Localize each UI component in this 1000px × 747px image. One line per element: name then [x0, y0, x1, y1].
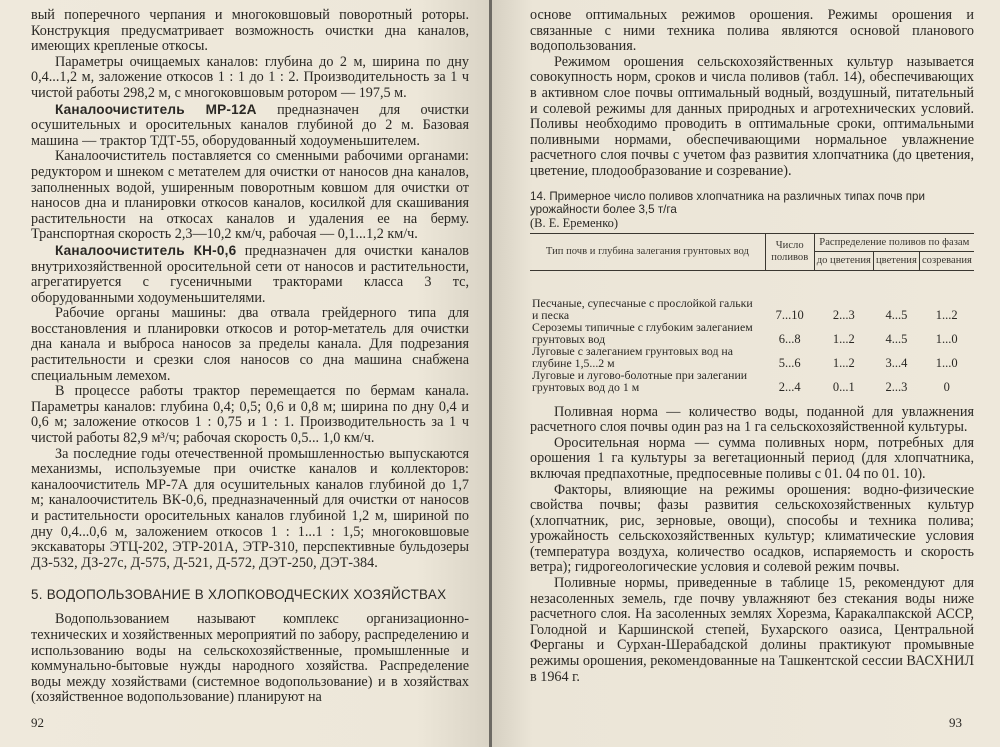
column-header-type: Тип почв и глубина залегания грунтовых вод — [530, 233, 765, 270]
bold-term: Каналоочиститель КН-0,6 — [55, 242, 237, 258]
paragraph: Рабочие органы машины: два отвала грейдерного типа для восстановления и планировки откосов и ротор-метатель для очистки дна канала и выброса наносов за пределы канала. Для подрезания растительности и срезки слоя наносов со дна машина снабжена специальным лемехом. — [31, 305, 469, 384]
bold-term: Каналоочиститель МР-12А — [55, 101, 257, 117]
paragraph: Параметры очищаемых каналов: глубина до 2 м, ширина по дну 0,4...1,2 м, заложение откосов 1 : 1 до 1 : 2. Производительность за 1 ч чистой работы 298,2 м, с многоковшовым ротором — 197,5 м. — [31, 53, 469, 101]
table-source: (В. Е. Еременко) — [530, 215, 619, 230]
left-page — [0, 0, 491, 747]
paragraph: вый поперечного черпания и многоковшовый поворотный роторы. Конструкция предусматривает возможность очистки дна каналов, имеющих крепленые откосы. — [31, 7, 469, 55]
page-number: 92 — [31, 715, 44, 730]
column-header-phase: до цветения — [814, 252, 873, 271]
column-header-phase: созревания — [919, 252, 974, 271]
table-row: Луговые с залеганием грунтовых вод на глубине 1,5...2 м 5...6 1...2 3...4 1...0 — [532, 343, 958, 370]
paragraph: Поливная норма — количество воды, поданной для увлажнения расчетного слоя почвы один раз на 1 га сельскохозяйственной культуры. — [530, 403, 974, 436]
paragraph: Каналоочиститель поставляется со сменными рабочими органами: редуктором и шнеком с метателем для очистки от наносов дна каналов, заполненных водой, уширенным поворотным ковшом для очистки от наносов дна и планировки откосов каналов, косилкой для скашивания растительности на откосах каналов и удаления ее на берму. Транспортная скорость 2,3—10,2 км/ч, рабочая — 0,1...1,2 км/ч. — [31, 148, 469, 243]
paragraph: Режимом орошения сельскохозяйственных культур называется совокупность норм, сроков и числа поливов (табл. 14), обеспечивающих в активном слое почвы оптимальный водный, воздушный, питательный и солевой режимы для данных природных и агротехнических условий. Поливы необходимо проводить в оптимальные сроки, оптимальными поливными нормами, обеспечивающими нормальное увлажнение расчетного слоя почвы с учетом фаз развития хлопчатника (до цветения, цветение, плодообразование и созревание). — [530, 53, 974, 179]
paragraph: основе оптимальных режимов орошения. Режимы орошения и связанные с ними техника полива являются основой планового водопользования. — [530, 7, 974, 55]
column-header-phase: цветения — [873, 252, 919, 271]
paragraph: В процессе работы трактор перемещается по бермам канала. Параметры каналов: глубина 0,4; 0,5; 0,6 и 0,8 м; ширина по дну 0,4 и 0,6 м; заложение откосов 1 : 0,75 и 1 : 1. Производительность за 1 ч чистой работы 82,9 м³/ч; рабочая скорость 0,5... 1,0 км/ч. — [31, 383, 469, 447]
section-heading: 5. ВОДОПОЛЬЗОВАНИЕ В ХЛОПКОВОДЧЕСКИХ ХОЗЯЙСТВАХ — [31, 587, 447, 603]
column-header-group: Распределение поливов по фазам — [814, 233, 974, 252]
paragraph: Каналоочиститель МР-12А предназначен для очистки осушительных и оросительных каналов глубиной до 2 м. Базовая машина — трактор ТДТ-55, оборудованный ходоуменьшителем. — [31, 101, 469, 149]
table-caption: 14. Примерное число поливов хлопчатника на различных типах почв при урожайности более 3,5 т/га — [530, 189, 925, 216]
column-header-count: Число поливов — [765, 233, 814, 270]
table-row: Луговые и лугово-болотные при залегании грунтовых вод до 1 м 2...4 0...1 2...3 0 — [532, 367, 950, 394]
paragraph: Водопользованием называют комплекс организационно-технических и хозяйственных мероприятий по забору, распределению и использованию воды на сельскохозяйственные, промышленные и коммунально-бытовые нужды народного хозяйства. Распределение воды между хозяйствами (системное водопользование) и в хозяйствах (хозяйственное водопользование) планируют на — [31, 611, 469, 706]
irrigation-table — [530, 233, 974, 393]
table-row: Песчаные, супесчаные с прослойкой гальки и песка 7...10 2...3 4...5 1...2 — [532, 295, 958, 322]
paragraph: За последние годы отечественной промышленностью выпускаются механизмы, используемые при очистке каналов и коллекторов: каналоочиститель МР-7А для осушительных каналов глубиной до 1,7 м; каналоочиститель ВК-0,6, предназначенный для очистки от наносов и растительности оросительных каналов глубиной 1,2 м, шириной по дну 0,4...0,6 м, заложением откосов 1 : 1...1 : 1,5; многоковшовые экскаваторы ЭТЦ-202, ЭТР-201А, ЭТР-310, перспективные бульдозеры ДЗ-532, ДЗ-27с, Д-575, Д-521, Д-572, ДЭТ-250, ДЭТ-384. — [31, 445, 469, 571]
paragraph: Оросительная норма — сумма поливных норм, потребных для орошения 1 га культуры за вегетационный период (для хлопчатника, включая предпахотные, предпосевные поливы с 01. 04 по 01. 10). — [530, 434, 974, 482]
page-number: 93 — [949, 715, 962, 730]
table-row: Сероземы типичные с глубоким залеганием грунтовых вод 6...8 1...2 4...5 1...0 — [532, 319, 958, 346]
paragraph: Поливные нормы, приведенные в таблице 15, рекомендуют для незасоленных земель, где почву увлажняют без стекания воды ниже расчетного слоя. На засоленных землях Хорезма, Каракалпакской АССР, Голодной и Каршинской степей, Бухарского оазиса, Центральной Ферганы и Сурхан-Шерабадской долины практикуют промывные режимы орошения, рекомендованные на Ташкентской сессии ВАСХНИЛ в 1964 г. — [530, 575, 974, 685]
right-page — [492, 0, 1000, 747]
paragraph: Факторы, влияющие на режимы орошения: водно-физические свойства почвы; фазы развития сельскохозяйственных культур (хлопчатник, рис, зерновые, овощи), способы и техника полива; урожайность сельскохозяйственных культур; климатические условия (температура воздуха, количество осадков, испаряемость и скорость ветра); гидрогеологические условия и солевой режим почвы. — [530, 481, 974, 576]
paragraph: Каналоочиститель КН-0,6 предназначен для очистки каналов внутрихозяйственной оросительной сети от наносов и растительности, агрегатируется с гусеничными тракторами класса 3 тс, оборудованными ходоуменьшителями. — [31, 242, 469, 306]
